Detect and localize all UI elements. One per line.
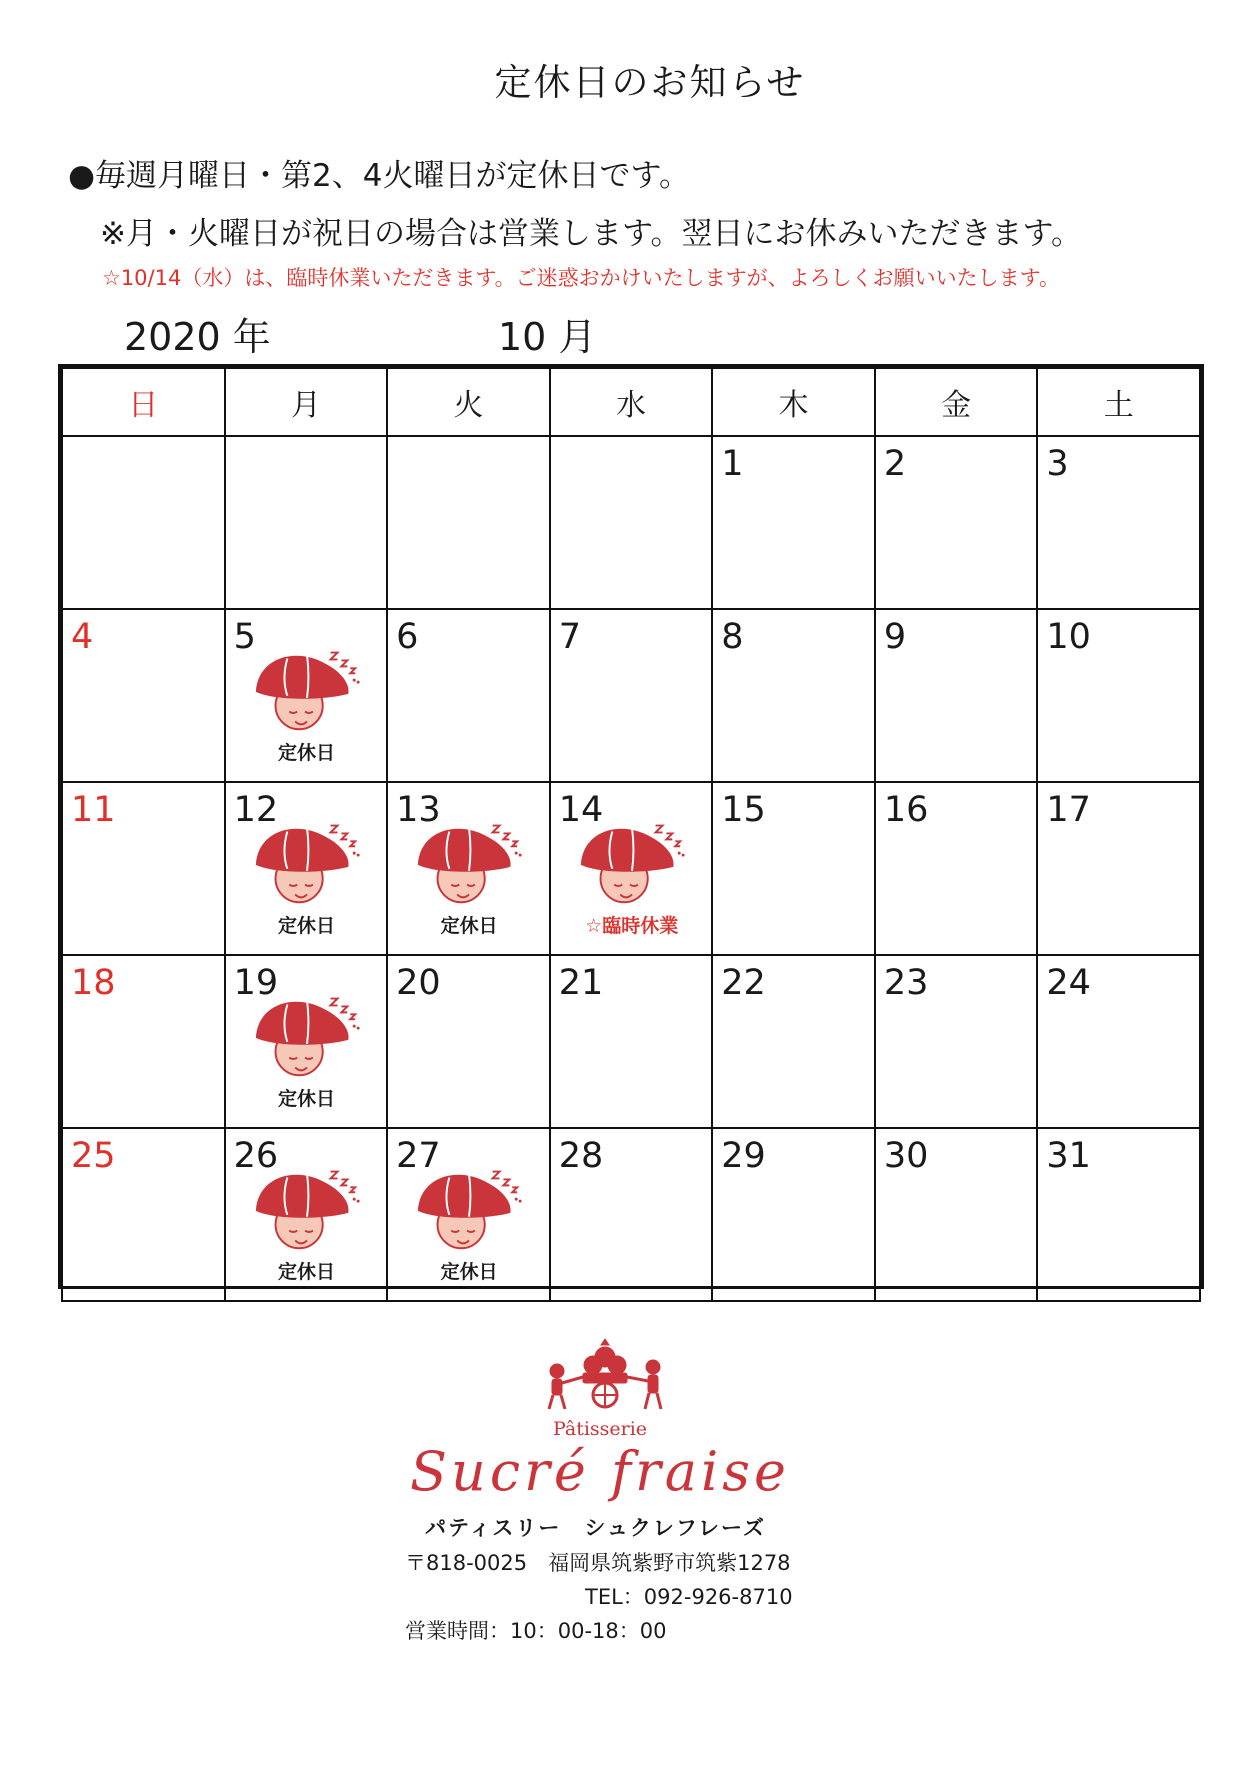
- day-number: 22: [721, 963, 766, 1003]
- day-number: 19: [233, 963, 279, 1003]
- calendar-day-cell: [550, 609, 713, 782]
- closure-stamp: [248, 636, 376, 765]
- calendar-day-cell: [225, 609, 388, 782]
- calendar-day-cell: [1037, 436, 1200, 609]
- closure-label: 定休日: [278, 1261, 336, 1283]
- day-number: 13: [396, 790, 441, 830]
- sleeping-boy-cap-icon: [248, 982, 376, 1082]
- calendar-week: [62, 436, 1200, 609]
- day-number: 17: [1046, 790, 1091, 830]
- closure-label: 定休日: [278, 915, 336, 937]
- sleeping-boy-cap-icon: [410, 809, 538, 909]
- day-number: 21: [558, 963, 604, 1003]
- calendar-day-cell: [387, 955, 550, 1128]
- calendar-day-cell: [387, 609, 550, 782]
- day-number: 5: [233, 617, 256, 657]
- closure-label: 定休日: [440, 915, 498, 937]
- patisserie-label: Pâtisserie: [552, 1418, 648, 1440]
- closure-stamp: [248, 982, 376, 1111]
- calendar-day-cell: [550, 782, 713, 955]
- weekday-5: 金: [875, 368, 1038, 436]
- sleeping-boy-cap-icon: [248, 809, 376, 909]
- day-number: 25: [71, 1136, 116, 1176]
- closure-stamp: [248, 1155, 376, 1284]
- calendar-day-cell: [712, 1128, 875, 1301]
- notice-regular-holidays: ●毎週月曜日・第2、4火曜日が定休日です。: [68, 158, 691, 194]
- sleeping-boy-cap-icon: [248, 636, 376, 736]
- calendar-day-cell: [1037, 955, 1200, 1128]
- day-number: 14: [558, 790, 604, 830]
- closure-label: ☆臨時休業: [585, 915, 679, 937]
- calendar-week: [62, 609, 1200, 782]
- calendar-day-cell: [875, 955, 1038, 1128]
- calendar-day-cell: [62, 782, 225, 955]
- weekday-2: 火: [387, 368, 550, 436]
- day-number: 11: [71, 790, 116, 830]
- day-number: 8: [721, 617, 744, 657]
- closure-stamp: [248, 809, 376, 938]
- day-number: 4: [71, 617, 94, 657]
- calendar-day-cell: [387, 782, 550, 955]
- calendar-day-cell: [62, 1128, 225, 1301]
- day-number: 3: [1046, 444, 1069, 484]
- weekday-3: 水: [550, 368, 713, 436]
- weekday-6: 土: [1037, 368, 1200, 436]
- calendar-day-cell: [62, 609, 225, 782]
- sleeping-boy-cap-icon: [248, 1155, 376, 1255]
- notice-temporary-closure: ☆10/14（水）は、臨時休業いただきます。ご迷惑おかけいたしますが、よろしくお願いいたします。: [102, 266, 1060, 290]
- calendar-day-cell: [550, 955, 713, 1128]
- notice-holiday-rule: ※月・火曜日が祝日の場合は営業します。翌日にお休みいただきます。: [100, 216, 1083, 252]
- calendar-week: [62, 1128, 1200, 1301]
- brand-kana: パティスリー シュクレフレーズ: [425, 1516, 767, 1540]
- day-number: 27: [396, 1136, 441, 1176]
- calendar-day-cell: [62, 955, 225, 1128]
- closure-stamp: [410, 1155, 538, 1284]
- strawberry-cart-logo-icon: [535, 1337, 675, 1417]
- calendar-day-cell: [875, 436, 1038, 609]
- calendar-day-cell: [712, 609, 875, 782]
- day-number: 9: [883, 617, 907, 657]
- calendar-day-cell: [225, 1128, 388, 1301]
- calendar-year: 2020 年: [124, 315, 271, 359]
- sleeping-boy-cap-icon: [573, 809, 701, 909]
- calendar-day-cell: [387, 1128, 550, 1301]
- sleeping-boy-cap-icon: [410, 1155, 538, 1255]
- calendar-day-cell: [875, 782, 1038, 955]
- day-number: 2: [883, 444, 907, 484]
- shop-address: 〒818-0025 福岡県筑紫野市筑紫1278: [405, 1551, 791, 1575]
- day-number: 1: [721, 444, 744, 484]
- calendar-day-cell: [1037, 609, 1200, 782]
- calendar-day-cell: [1037, 1128, 1200, 1301]
- day-number: 7: [558, 617, 581, 657]
- calendar-week: [62, 955, 1200, 1128]
- calendar-day-cell: [712, 436, 875, 609]
- calendar-day-cell: [1037, 782, 1200, 955]
- day-number: 6: [396, 617, 419, 657]
- day-number: 24: [1046, 963, 1091, 1003]
- day-number: 26: [233, 1136, 279, 1176]
- calendar-month: 10 月: [498, 315, 597, 359]
- closure-label: 定休日: [440, 1261, 498, 1283]
- calendar-day-cell: [225, 436, 388, 609]
- calendar-day-cell: [225, 782, 388, 955]
- calendar-day-cell: [875, 609, 1038, 782]
- day-number: 23: [883, 963, 929, 1003]
- calendar-week: [62, 782, 1200, 955]
- closure-stamp: [410, 809, 538, 938]
- calendar-day-cell: [225, 955, 388, 1128]
- weekday-header: [62, 368, 1200, 436]
- day-number: 18: [71, 963, 116, 1003]
- shop-hours: 営業時間：10：00-18：00: [405, 1619, 667, 1643]
- day-number: 10: [1046, 617, 1091, 657]
- calendar-day-cell: [550, 436, 713, 609]
- closure-label: 定休日: [278, 742, 336, 764]
- shop-tel: TEL：092-926-8710: [585, 1585, 793, 1609]
- day-number: 28: [558, 1136, 604, 1176]
- day-number: 16: [883, 790, 929, 830]
- calendar-day-cell: [712, 955, 875, 1128]
- weekday-1: 月: [225, 368, 388, 436]
- weekday-0: 日: [62, 368, 225, 436]
- day-number: 29: [721, 1136, 766, 1176]
- calendar-grid: [58, 364, 1204, 1289]
- brand-name: Sucré fraise: [410, 1440, 790, 1503]
- day-number: 12: [233, 790, 279, 830]
- calendar-day-cell: [62, 436, 225, 609]
- day-number: 31: [1046, 1136, 1091, 1176]
- page-title: 定休日のお知らせ: [494, 61, 806, 104]
- day-number: 30: [883, 1136, 929, 1176]
- calendar-day-cell: [875, 1128, 1038, 1301]
- closure-stamp: [573, 809, 701, 938]
- day-number: 20: [396, 963, 441, 1003]
- calendar-day-cell: [387, 436, 550, 609]
- closure-label: 定休日: [278, 1088, 336, 1110]
- calendar-day-cell: [550, 1128, 713, 1301]
- weekday-4: 木: [712, 368, 875, 436]
- day-number: 15: [721, 790, 766, 830]
- calendar-day-cell: [712, 782, 875, 955]
